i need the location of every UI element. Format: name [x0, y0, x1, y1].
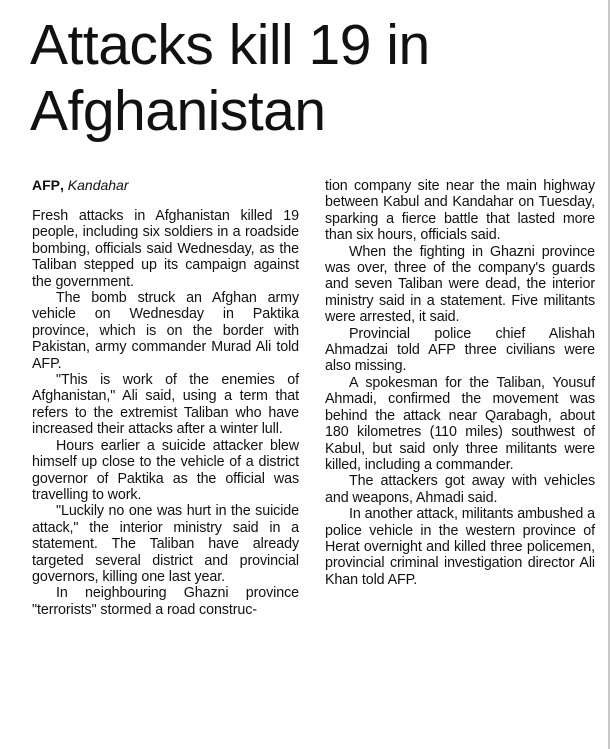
paragraph: In neighbouring Ghazni province "terrorists" stormed a road construc- [32, 585, 299, 618]
paragraph: Hours earlier a suicide attacker blew himself up close to the vehicle of a district governor of Paktika as the official was travelling to work. [32, 437, 299, 503]
paragraph-continued: tion company site near the main highway between Kabul and Kandahar on Tuesday, sparking a fierce battle that lasted more than six hours, officials said. [325, 178, 595, 244]
byline-agency: AFP [32, 177, 60, 193]
paragraph: In another attack, militants ambushed a police vehicle in the western province of Herat overnight and killed three policemen, provincial criminal investigation director Ali Khan told AFP. [325, 506, 595, 588]
byline-location: Kandahar [67, 177, 129, 193]
article-column-left [32, 176, 299, 618]
article-body-left [32, 208, 299, 618]
paragraph: Fresh attacks in Afghanistan killed 19 people, including six soldiers in a roadside bombing, officials said Wednesday, as the Taliban stepped up its campaign against the government. [32, 208, 299, 290]
article-headline: Attacks kill 19 in Afghanistan [30, 13, 430, 143]
paragraph: A spokesman for the Taliban, Yousuf Ahmadi, confirmed the movement was behind the attack near Qarabagh, about 180 kilometres (110 miles) southwest of Kabul, but said only three militants were killed, including a commander. [325, 374, 595, 473]
byline-separator: , [60, 177, 64, 193]
paragraph: When the fighting in Ghazni province was over, three of the company's guards and seven Taliban were dead, the interior ministry said in a statement. Five militants were arrested, it said. [325, 243, 595, 326]
paragraph: "This is work of the enemies of Afghanistan," Ali said, using a term that refers to the extremist Taliban who have increased their attacks after a winter lull. [32, 372, 299, 438]
article-column-right [325, 178, 595, 588]
paragraph: The attackers got away with vehicles and weapons, Ahmadi said. [325, 473, 595, 506]
paragraph: The bomb struck an Afghan army vehicle on Wednesday in Paktika province, which is on the border with Pakistan, army commander Murad Ali told AFP. [32, 290, 299, 372]
byline [32, 176, 299, 194]
paragraph: Provincial police chief Alishah Ahmadzai told AFP three civilians were also missing. [325, 325, 595, 375]
article-body-right [325, 178, 595, 588]
paragraph: "Luckily no one was hurt in the suicide attack," the interior ministry said in a statement. The Taliban have already targeted several district and provincial governors, killing one last year. [32, 503, 299, 585]
